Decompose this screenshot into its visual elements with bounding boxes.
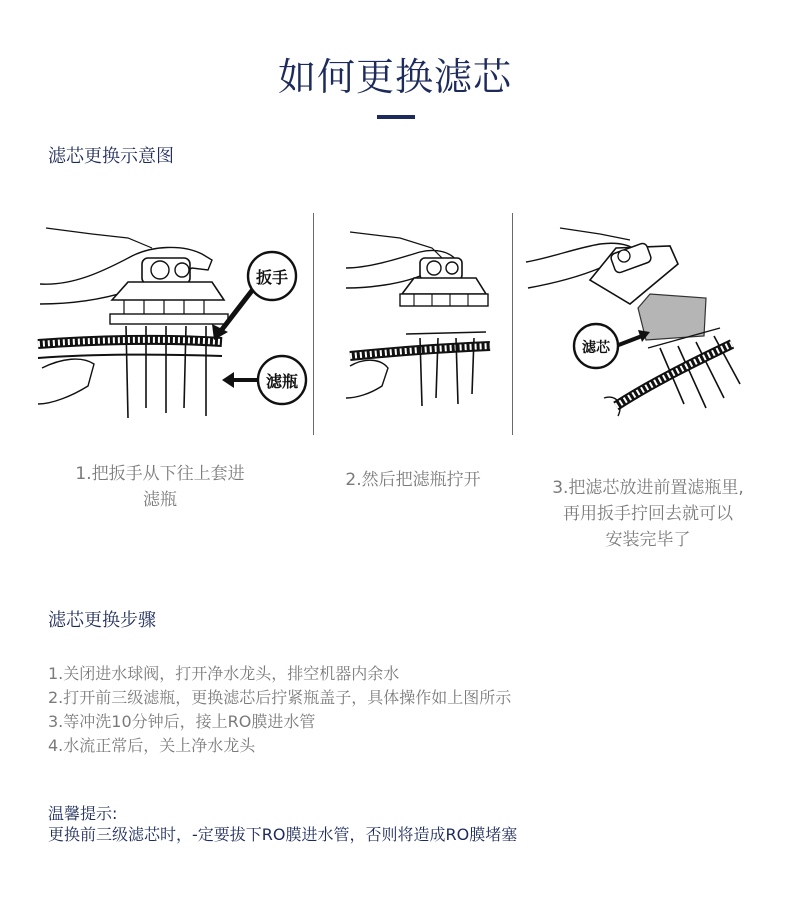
- page-title: 如何更换滤芯: [277, 55, 512, 99]
- list-item: 4.水流正常后，关上净水龙头: [48, 736, 256, 755]
- caption-line: 1.把扳手从下往上套进: [75, 464, 245, 484]
- caption-line: 再用扳手拧回去就可以: [563, 504, 733, 524]
- caption-line: 滤瓶: [143, 490, 177, 510]
- illustration-unscrew-bottle: [340, 208, 500, 440]
- divider: [313, 213, 314, 435]
- list-item: 3.等冲洗10分钟后，接上RO膜进水管: [48, 712, 316, 731]
- caption-step-1: [50, 461, 270, 513]
- caption-step-3: [522, 475, 774, 553]
- diagram-section-heading: 滤芯更换示意图: [48, 146, 174, 167]
- steps-list: [48, 662, 511, 758]
- illustration-wrench-on-bottle: [32, 208, 310, 440]
- title-underline: [377, 115, 415, 119]
- divider: [512, 213, 513, 435]
- caption-line: 3.把滤芯放进前置滤瓶里,: [552, 478, 744, 498]
- label-filter: 滤芯: [582, 340, 610, 356]
- label-wrench: 扳手: [255, 268, 289, 287]
- steps-section-heading: 滤芯更换步骤: [48, 610, 156, 631]
- tip-title: 温馨提示:: [48, 804, 118, 823]
- illustration-insert-filter: [520, 208, 756, 440]
- list-item: 2.打开前三级滤瓶，更换滤芯后拧紧瓶盖子，具体操作如上图所示: [48, 688, 512, 707]
- tip-text: 更换前三级滤芯时，-定要拔下RO膜进水管，否则将造成RO膜堵塞: [48, 825, 518, 844]
- label-bottle: 滤瓶: [265, 372, 299, 391]
- caption-line: 2.然后把滤瓶拧开: [345, 470, 481, 490]
- caption-line: 安装完毕了: [605, 530, 691, 550]
- list-item: 1.关闭进水球阀，打开净水龙头，排空机器内余水: [48, 664, 400, 683]
- caption-step-2: [318, 467, 508, 493]
